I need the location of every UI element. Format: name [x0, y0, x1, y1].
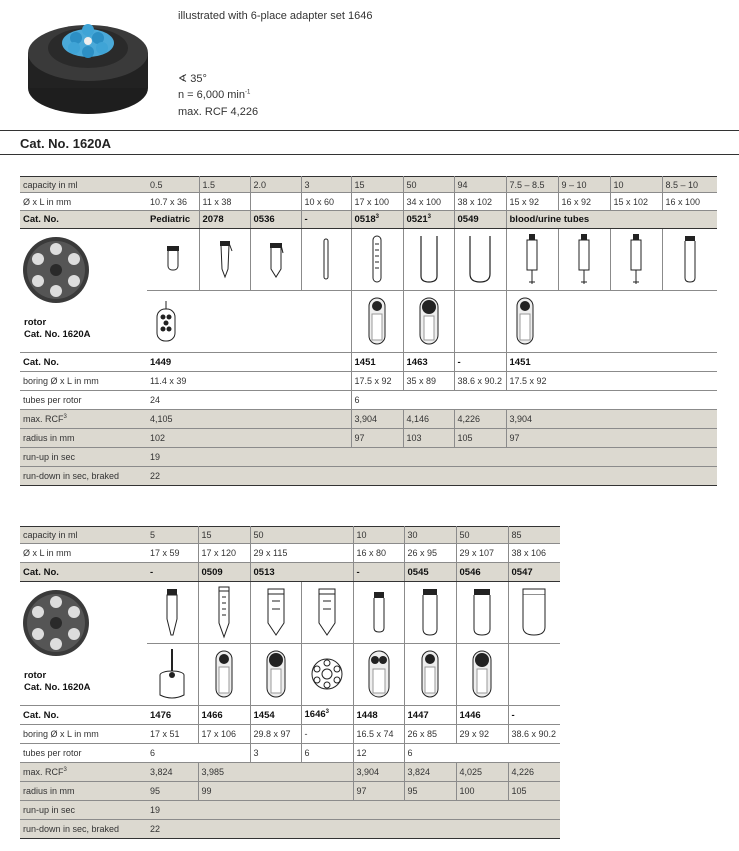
cell: 11 x 38 [199, 193, 250, 211]
cell: 103 [403, 429, 454, 448]
cat-no-label: Cat. No. [20, 563, 147, 582]
adapter-icon [367, 296, 387, 346]
rotor-label: rotor [24, 317, 47, 328]
cell: 1476 [147, 706, 198, 725]
runup-label: run-up in sec [20, 448, 147, 467]
rotor-label-block [20, 307, 147, 341]
runup-row [20, 448, 717, 467]
cell: - [301, 211, 351, 229]
rundown-row [20, 467, 717, 486]
adapter-pedestal-icon [158, 647, 186, 701]
bottle-tube-icon [467, 234, 493, 284]
adapter-icon-cell [250, 644, 301, 706]
cell: 17 x 106 [198, 725, 250, 744]
cell: 26 x 95 [404, 544, 456, 563]
adapter-icon [471, 649, 493, 699]
cell: 1446 [456, 706, 508, 725]
cell: 0547 [508, 563, 560, 582]
table-rotor-1620a-part2 [20, 526, 560, 839]
cell: 4,146 [403, 410, 454, 429]
microtube-icon [217, 239, 233, 279]
cell: 6 [147, 744, 250, 763]
cell: 17.5 x 92 [506, 372, 717, 391]
cell: 4,226 [454, 410, 506, 429]
cell: 16 x 80 [353, 544, 404, 563]
cell: 15 [198, 527, 250, 544]
cell: 38 x 106 [508, 544, 560, 563]
rotor-label: rotor [24, 670, 47, 681]
cell: 3,904 [506, 410, 717, 429]
cell: 97 [506, 429, 717, 448]
runup-row [20, 801, 560, 820]
wide-tube-icon [418, 234, 440, 284]
dim-label: Ø x L in mm [20, 193, 147, 211]
tubes-label: tubes per rotor [20, 391, 147, 410]
adapter-icon-cell [506, 291, 717, 353]
boring-label: boring Ø x L in mm [20, 372, 147, 391]
cell: 50 [250, 527, 353, 544]
cell: 97 [353, 782, 404, 801]
cell: 11.4 x 39 [147, 372, 351, 391]
tube-icon-cell [610, 229, 662, 291]
cat-no-title: Cat. No. 1620A [20, 136, 112, 151]
adapter-cat-row [20, 353, 717, 372]
cell: 16 x 100 [662, 193, 717, 211]
cell: 12 [353, 744, 404, 763]
conical-tube-50ml-icon [317, 587, 337, 637]
cell: 16.5 x 74 [353, 725, 404, 744]
cat-no-label: Cat. No. [20, 706, 147, 725]
cell: 29 x 115 [250, 544, 353, 563]
cell: - [454, 353, 506, 372]
title-rule-top [0, 130, 739, 131]
tube-icon-cell [199, 229, 250, 291]
cell: 15 x 92 [506, 193, 558, 211]
cell: 2.0 [250, 177, 301, 193]
tube-icon-cell [353, 582, 404, 644]
boring-row [20, 372, 717, 391]
illustration-note: illustrated with 6-place adapter set 1646 [178, 10, 373, 22]
conical-tube-15ml-icon [217, 585, 231, 639]
cell: 1447 [404, 706, 456, 725]
maxrcf-row [20, 410, 717, 429]
cell: 24 [147, 391, 351, 410]
adapter-icon [214, 649, 234, 699]
cell: 1646$^3$ [301, 706, 353, 725]
round-tube-50ml-icon [472, 587, 492, 637]
cell: 15 x 102 [610, 193, 662, 211]
cell: 10 [610, 177, 662, 193]
cell: 30 [404, 527, 456, 544]
tube-cat-row [20, 211, 717, 229]
rundown-row [20, 820, 560, 839]
tube-icon-cell [454, 229, 506, 291]
capacity-label: capacity in ml [20, 527, 147, 544]
cell: 3 [301, 177, 351, 193]
cell: 22 [147, 820, 560, 839]
adapter-icon-cell [456, 644, 508, 706]
adapter-icon-cell [454, 291, 506, 353]
adapter-icon [515, 296, 535, 346]
rotor-top-view-icon [21, 235, 91, 305]
cell: 99 [198, 782, 353, 801]
microtube-2ml-icon [268, 239, 284, 279]
cell: 95 [404, 782, 456, 801]
blood-tube-icon [629, 232, 643, 286]
tubes-label: tubes per rotor [20, 744, 147, 763]
cell: 105 [454, 429, 506, 448]
rundown-label: run-down in sec, braked [20, 820, 147, 839]
title-rule-bottom [0, 154, 739, 155]
cell: 0545 [404, 563, 456, 582]
tube-icon-cell [351, 229, 403, 291]
cell: 17 x 100 [351, 193, 403, 211]
tube-icon-cell [404, 582, 456, 644]
six-place-adapter-set-icon [309, 656, 345, 692]
cell: 1466 [198, 706, 250, 725]
cell: 0509 [198, 563, 250, 582]
double-adapter-icon [367, 649, 391, 699]
cell: - [301, 725, 353, 744]
tube-icon-cell [558, 229, 610, 291]
cell: 10 x 60 [301, 193, 351, 211]
cell: 3,824 [404, 763, 456, 782]
adapter-cat-row [20, 706, 560, 725]
cell [250, 193, 301, 211]
cell: 50 [456, 527, 508, 544]
cell: 94 [454, 177, 506, 193]
cell: - [353, 563, 404, 582]
adapter-icon-cell [353, 644, 404, 706]
tube-icon-cell [198, 582, 250, 644]
cell: - [508, 706, 560, 725]
tube-image-row [20, 582, 560, 644]
rundown-label: run-down in sec, braked [20, 467, 147, 486]
tube-icon-cell [147, 582, 198, 644]
adapter-icon-cell [198, 644, 250, 706]
boring-label: boring Ø x L in mm [20, 725, 147, 744]
multi-place-adapter-icon [155, 299, 177, 343]
cell: 2078 [199, 211, 250, 229]
rotor-cell [20, 582, 147, 706]
tube-icon-cell [456, 582, 508, 644]
pediatric-tube-icon [166, 244, 180, 274]
cell: 29.8 x 97 [250, 725, 301, 744]
radius-label: radius in mm [20, 429, 147, 448]
cell: 4,025 [456, 763, 508, 782]
cell: 19 [147, 801, 560, 820]
cell: 4,105 [147, 410, 351, 429]
cell: 1449 [147, 353, 351, 372]
adapter-icon-cell [351, 291, 403, 353]
rotor-product-photo [26, 8, 150, 118]
cell: 0521$^3$ [403, 211, 454, 229]
conical-tube-50ml-icon [266, 587, 286, 637]
adapter-icon-cell [403, 291, 454, 353]
rotor-label-block [20, 660, 147, 694]
tube-icon-cell [250, 229, 301, 291]
dimension-row [20, 193, 717, 211]
cell: blood/urine tubes [506, 211, 717, 229]
cell: 3,904 [353, 763, 404, 782]
cat-no-label: Cat. No. [20, 211, 147, 229]
cell: 8.5 – 10 [662, 177, 717, 193]
cell: 7.5 – 8.5 [506, 177, 558, 193]
cell: 35 x 89 [403, 372, 454, 391]
cell: 100 [456, 782, 508, 801]
cell: 0546 [456, 563, 508, 582]
conical-tube-icon [164, 587, 180, 637]
tube-icon-cell [508, 582, 560, 644]
rotor-cat-label: Cat. No. 1620A [24, 682, 91, 693]
cat-no-label: Cat. No. [20, 353, 147, 372]
cell: - [147, 563, 198, 582]
adapter-icon [265, 649, 287, 699]
cell: 17 x 51 [147, 725, 198, 744]
tube-cat-row [20, 563, 560, 582]
cell: 6 [351, 391, 717, 410]
cell: 1463 [403, 353, 454, 372]
adapter-icon [420, 649, 440, 699]
cell: 15 [351, 177, 403, 193]
cell: 97 [351, 429, 403, 448]
cell: 0549 [454, 211, 506, 229]
cell: 85 [508, 527, 560, 544]
radius-label: radius in mm [20, 782, 147, 801]
adapter-icon-cell [301, 644, 353, 706]
adapter-icon-cell [147, 291, 351, 353]
cell: 34 x 100 [403, 193, 454, 211]
cell: 3,985 [198, 763, 353, 782]
cell: 5 [147, 527, 198, 544]
tube-icon-cell [662, 229, 717, 291]
cell: 19 [147, 448, 717, 467]
rotor-cell [20, 229, 147, 353]
cell: 1448 [353, 706, 404, 725]
cell: 17.5 x 92 [351, 372, 403, 391]
cell: 0.5 [147, 177, 199, 193]
tubes-row [20, 391, 717, 410]
boring-row [20, 725, 560, 744]
cell: 10 [353, 527, 404, 544]
adapter-icon-cell [508, 644, 560, 706]
round-tube-85ml-icon [521, 587, 547, 637]
cell: 1451 [351, 353, 403, 372]
capacity-label: capacity in ml [20, 177, 147, 193]
cell: 6 [404, 744, 560, 763]
maxrcf-label: max. RCF$^3$ [20, 763, 147, 782]
cell: 6 [301, 744, 353, 763]
cell: 3 [250, 744, 301, 763]
cell: 3,904 [351, 410, 403, 429]
radius-row [20, 782, 560, 801]
cell: 95 [147, 782, 198, 801]
angle-value: ∢ 35° [178, 73, 207, 85]
cell: Pediatric [147, 211, 199, 229]
cell: 0536 [250, 211, 301, 229]
tubes-row [20, 744, 560, 763]
cell: 1454 [250, 706, 301, 725]
speed-value: n = 6,000 $\min^{-1}$ [178, 89, 251, 101]
adapter-icon [418, 296, 440, 346]
cell: 0513 [250, 563, 353, 582]
tube-icon-cell [301, 582, 353, 644]
cell: 102 [147, 429, 351, 448]
rotor-top-view-icon [21, 588, 91, 658]
tube-icon-cell [506, 229, 558, 291]
cell: 50 [403, 177, 454, 193]
graduated-tube-icon [371, 234, 383, 284]
cell: 9 – 10 [558, 177, 610, 193]
cell: 4,226 [508, 763, 560, 782]
cell: 16 x 92 [558, 193, 610, 211]
thin-tube-icon [321, 237, 331, 281]
cell: 22 [147, 467, 717, 486]
radius-row [20, 429, 717, 448]
tube-icon-cell [403, 229, 454, 291]
tube-icon-cell [147, 229, 199, 291]
max-rcf-value: max. RCF 4,226 [178, 106, 259, 118]
capacity-row [20, 177, 717, 193]
cell: 38 x 102 [454, 193, 506, 211]
cell: 17 x 120 [198, 544, 250, 563]
round-tube-30ml-icon [421, 587, 439, 637]
cell: 38.6 x 90.2 [508, 725, 560, 744]
blood-tube-icon [525, 232, 539, 286]
blood-tube-icon [577, 232, 591, 286]
cell: 26 x 85 [404, 725, 456, 744]
cell: 17 x 59 [147, 544, 198, 563]
round-tube-10ml-icon [372, 590, 386, 634]
tube-icon-cell [301, 229, 351, 291]
table-rotor-1620a-part1 [20, 176, 717, 486]
maxrcf-label: max. RCF$^3$ [20, 410, 147, 429]
cell: 29 x 107 [456, 544, 508, 563]
cell: 10.7 x 36 [147, 193, 199, 211]
capacity-row [20, 527, 560, 544]
rotor-cat-label: Cat. No. 1620A [24, 329, 91, 340]
adapter-icon-cell [147, 644, 198, 706]
cell: 1.5 [199, 177, 250, 193]
cell: 29 x 92 [456, 725, 508, 744]
dim-label: Ø x L in mm [20, 544, 147, 563]
cell: 105 [508, 782, 560, 801]
adapter-icon-cell [404, 644, 456, 706]
tube-icon-cell [250, 582, 301, 644]
runup-label: run-up in sec [20, 801, 147, 820]
dimension-row [20, 544, 560, 563]
urine-tube-icon [683, 234, 697, 284]
cell: 3,824 [147, 763, 198, 782]
maxrcf-row [20, 763, 560, 782]
cell: 1451 [506, 353, 717, 372]
cell: 0518$^3$ [351, 211, 403, 229]
tube-image-row [20, 229, 717, 291]
cell: 38.6 x 90.2 [454, 372, 506, 391]
